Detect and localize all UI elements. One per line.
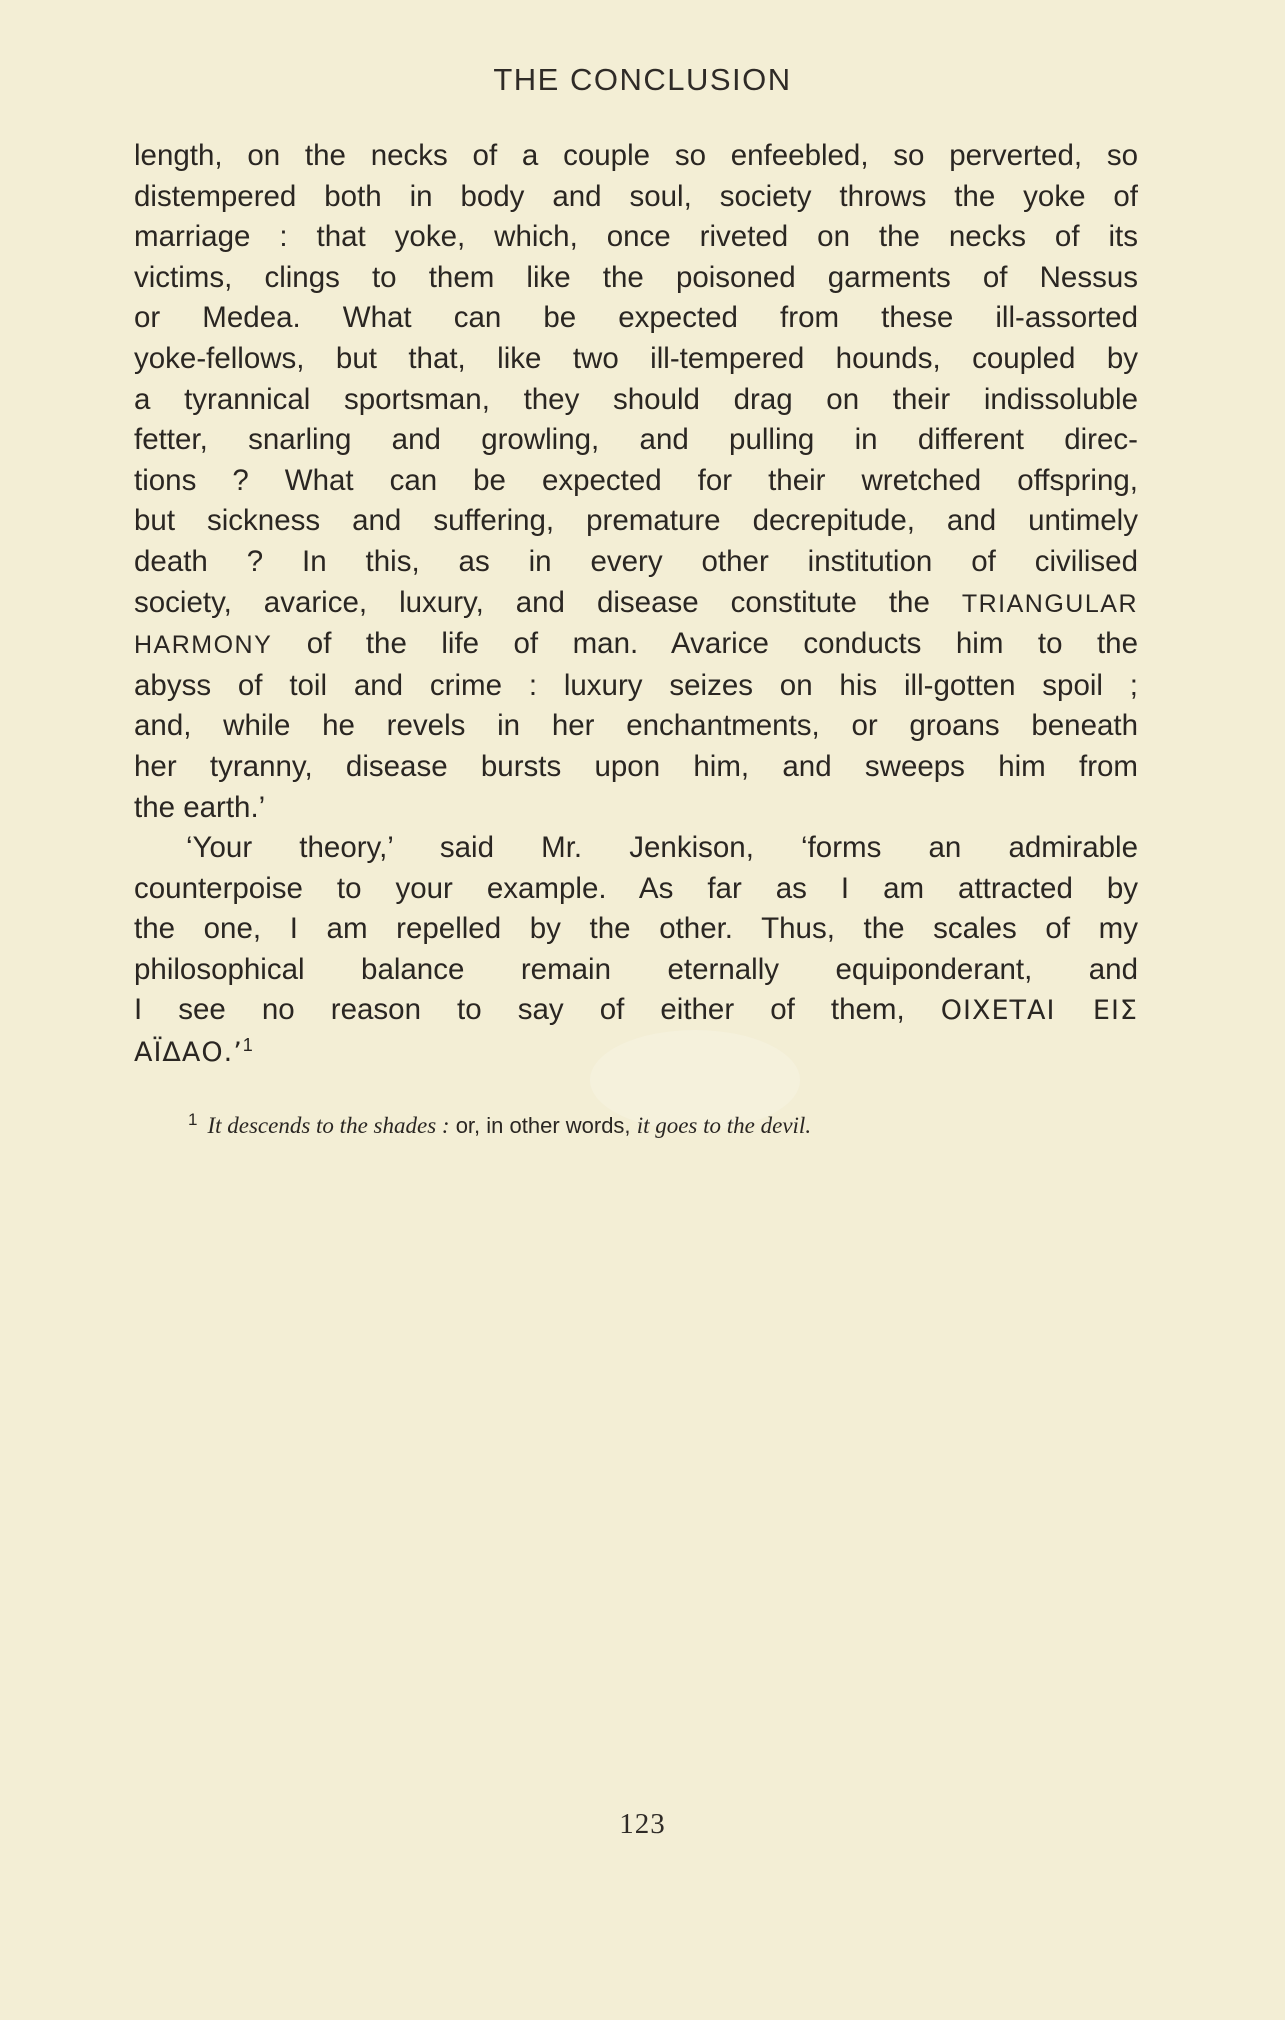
text-segment: society, avarice, luxury, and disease constitute the (134, 585, 930, 619)
text-line: but sickness and suffering, premature decrepitude, and untimely (134, 504, 1138, 538)
text-line: philosophical balance remain eternally equiponderant, and (134, 952, 1138, 986)
text-line: distempered both in body and soul, society throws the yoke of (134, 179, 1138, 213)
text-line (134, 990, 1138, 1032)
footnote (188, 1110, 1148, 1139)
footnote-italic: It descends to the shades : (207, 1113, 450, 1138)
running-head: THE CONCLUSION (493, 62, 792, 97)
greek-phrase: ΟΙΧΕΤΑΙ ΕΙΣ (940, 995, 1138, 1027)
small-caps-term: TRIANGULAR (961, 589, 1138, 618)
text-line: victims, clings to them like the poisoned garments of Nessus (134, 260, 1138, 294)
text-line: fetter, snarling and growling, and pulling in different direc- (134, 423, 1138, 457)
footnote-reference: 1 (242, 1035, 253, 1056)
body-text (134, 136, 1138, 1074)
text-line: length, on the necks of a couple so enfeebled, so perverted, so (134, 139, 1138, 172)
text-line: her tyranny, disease bursts upon him, and sweeps him from (134, 749, 1138, 783)
text-line: ‘Your theory,’ said Mr. Jenkison, ‘forms an admirable (186, 831, 1138, 865)
text-line: marriage : that yoke, which, once riveted on the necks of its (134, 220, 1138, 254)
text-line: death ? In this, as in every other institution of civilised (134, 544, 1138, 578)
text-segment: of the life of man. Avarice conducts him to the (306, 627, 1138, 661)
text-line: tions ? What can be expected for their wretched offspring, (134, 463, 1138, 497)
text-line: the earth.’ (134, 790, 266, 824)
small-caps-term: HARMONY (134, 631, 273, 660)
footnote-text: or, in other words, (455, 1113, 631, 1138)
text-line: yoke-fellows, but that, like two ill-tempered hounds, coupled by (134, 341, 1138, 375)
text-line (134, 1032, 1138, 1074)
page-number: 123 (619, 1808, 666, 1840)
text-line: or Medea. What can be expected from these ill-assorted (134, 301, 1138, 335)
greek-phrase: ΑΪΔΑΟ.’ (134, 1037, 243, 1069)
text-line (134, 583, 1138, 625)
footnote-italic: it goes to the devil. (636, 1113, 812, 1138)
text-line: counterpoise to your example. As far as I am attracted by (134, 871, 1138, 905)
text-line: abyss of toil and crime : luxury seizes on his ill-gotten spoil ; (134, 668, 1138, 702)
text-segment: I see no reason to say of either of them, (134, 993, 905, 1027)
footnote-mark: 1 (188, 1110, 198, 1129)
text-line: the one, I am repelled by the other. Thus, the scales of my (134, 912, 1138, 946)
text-line: a tyrannical sportsman, they should drag on their indissoluble (134, 382, 1138, 416)
text-line: and, while he revels in her enchantments, or groans beneath (134, 709, 1138, 743)
text-line (134, 624, 1138, 666)
